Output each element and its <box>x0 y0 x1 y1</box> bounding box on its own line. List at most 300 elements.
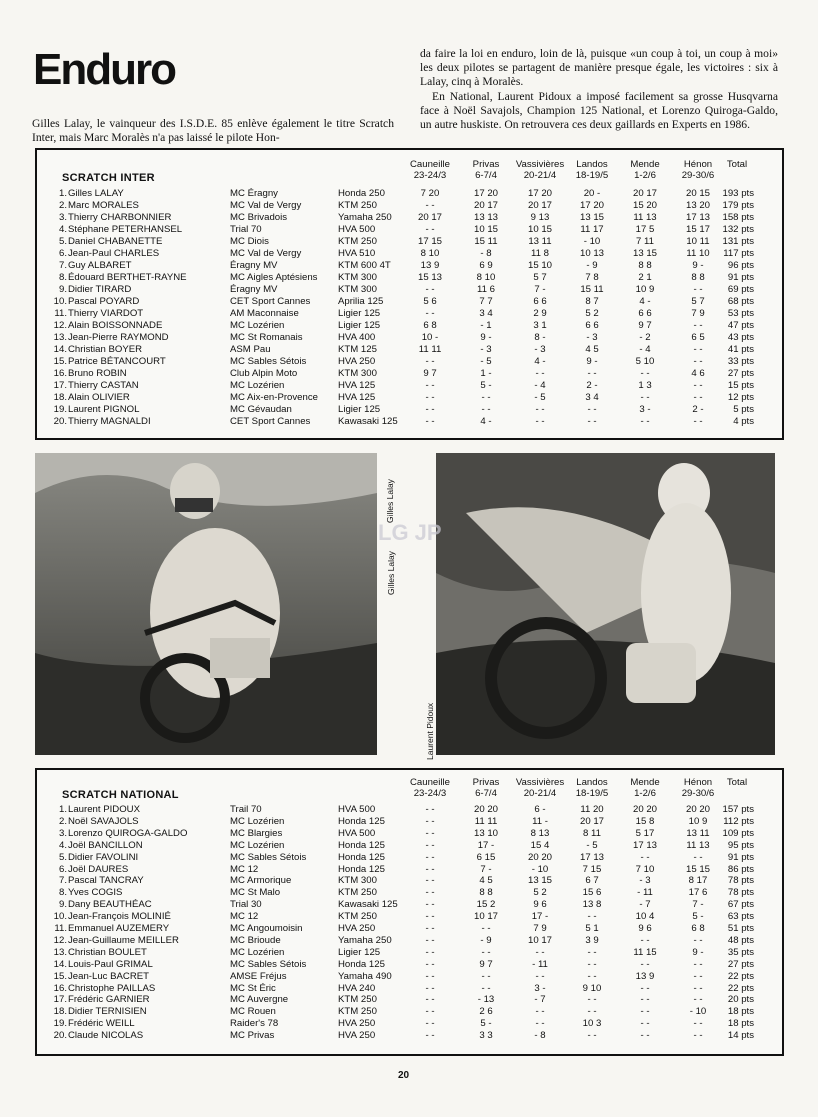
rank: 7. <box>58 260 67 271</box>
rider-name: Thierry MAGNALDI <box>68 416 151 427</box>
round-points: - - <box>425 804 435 815</box>
table-row <box>37 344 782 356</box>
table-row <box>37 923 782 935</box>
rank: 3. <box>58 212 67 223</box>
column-name: Hénon <box>683 777 713 788</box>
photo-right <box>436 453 775 755</box>
rank: 6. <box>58 863 67 875</box>
rank: 5. <box>58 236 67 247</box>
round-points: 9 - <box>692 260 704 271</box>
table-row <box>37 272 782 284</box>
round-points: 4 - <box>639 296 651 307</box>
table-row <box>37 899 782 911</box>
club: MC Aix-en-Provence <box>230 392 318 403</box>
total-points: 158 pts <box>722 212 754 223</box>
round-points: 17 6 <box>688 887 708 899</box>
round-points: - - <box>640 851 650 863</box>
round-points: 20 20 <box>473 804 498 815</box>
round-points: 1 3 <box>638 380 652 391</box>
motorcycle: HVA 250 <box>338 356 376 367</box>
intro-paragraph-left: Gilles Lalay, le vainqueur des I.S.D.E. 85 enlève également le titre Scratch Inter, mais Marc Moralès n'a pas laissé le pilote Hon- <box>32 117 394 144</box>
round-points: - - <box>425 887 435 899</box>
round-points: 3 9 <box>585 934 599 946</box>
motorcycle: KTM 600 4T <box>338 260 391 271</box>
rider-name: Guy ALBARET <box>68 260 132 271</box>
table-row <box>37 284 782 296</box>
club: MC Lozérien <box>230 815 285 827</box>
round-points: - - <box>481 923 491 934</box>
column-date: 20-21/4 <box>523 788 557 799</box>
table-row <box>37 404 782 416</box>
round-points: 5 7 <box>533 272 547 283</box>
round-points: - - <box>693 958 703 970</box>
club: CET Sport Cannes <box>230 416 311 427</box>
photo-credit-right: Laurent Pidoux <box>425 702 435 760</box>
rank: 5. <box>58 851 67 863</box>
round-points: 11 6 <box>477 284 495 295</box>
motorcycle: Ligier 125 <box>338 404 381 415</box>
table-heading: SCRATCH NATIONAL <box>62 789 179 801</box>
round-points: 7 9 <box>691 308 705 319</box>
club: Raider's 78 <box>230 1018 279 1030</box>
motorcycle: Aprilia 125 <box>338 296 384 307</box>
round-points: - - <box>425 308 435 319</box>
round-points: - - <box>425 934 435 946</box>
round-points: 17 20 <box>579 200 604 211</box>
round-points: 10 17 <box>527 934 552 946</box>
rank: 16. <box>53 368 67 379</box>
round-points: 13 15 <box>632 248 657 259</box>
rank: 19. <box>53 404 67 415</box>
round-points: - - <box>535 946 545 958</box>
motorcycle: HVA 510 <box>338 248 376 259</box>
round-points: - 3 <box>534 344 546 355</box>
round-points: - - <box>693 1018 703 1030</box>
table-row <box>37 994 782 1006</box>
round-points: 10 4 <box>635 911 655 923</box>
round-points: 15 13 <box>417 272 442 283</box>
round-points: 10 9 <box>688 815 708 827</box>
table-heading: SCRATCH INTER <box>62 172 155 184</box>
rank: 15. <box>53 356 67 367</box>
column-header <box>399 159 461 181</box>
rider-name: Laurent PIDOUX <box>68 804 140 815</box>
round-points: 8 8 <box>638 260 652 271</box>
round-points: - 10 <box>583 236 601 247</box>
rank: 16. <box>53 982 67 994</box>
club: MC Armorique <box>230 875 292 887</box>
round-points: - - <box>425 863 435 875</box>
round-points: 10 15 <box>473 224 498 235</box>
round-points: - - <box>693 380 703 391</box>
round-points: 15 6 <box>582 887 602 899</box>
round-points: 5 - <box>480 1018 492 1030</box>
round-points: - 8 <box>534 1030 546 1042</box>
column-date: 29-30/6 <box>681 170 715 181</box>
round-points: - 9 <box>586 260 598 271</box>
round-points: 4 5 <box>479 875 493 887</box>
round-points: 6 6 <box>585 320 599 331</box>
intro-paragraph-part: da faire la loi en enduro, loin de là, puisque «un coup à toi, un coup à moi» les deux pilotes se partagent de manière presque égale, les victoires : six à Lalay, cinq à Moralès. <box>420 47 778 89</box>
round-points: - 9 <box>480 934 492 946</box>
rank: 11. <box>54 923 67 934</box>
round-points: 8 7 <box>585 296 599 307</box>
round-points: - 11 <box>637 887 653 899</box>
table-row <box>37 864 782 876</box>
round-points: 17 20 <box>527 188 552 199</box>
round-points: 15 10 <box>527 260 552 271</box>
table-row <box>37 320 782 332</box>
round-points: - 1 <box>480 320 492 331</box>
total-points: 22 pts <box>727 970 754 982</box>
total-points: 67 pts <box>727 899 754 911</box>
round-points: 7 - <box>692 899 704 911</box>
round-points: - - <box>535 970 545 982</box>
rider-name: Alain BOISSONNADE <box>68 320 163 331</box>
table-row <box>37 840 782 852</box>
column-name: Privas <box>472 159 500 170</box>
rider-name: Yves COGIS <box>68 887 123 899</box>
round-points: - - <box>587 958 597 970</box>
round-points: 5 - <box>692 911 704 923</box>
round-points: - - <box>425 875 435 887</box>
round-points: 6 6 <box>638 308 652 319</box>
club: MC Diois <box>230 236 269 247</box>
column-header <box>399 777 461 799</box>
watermark-logo: LG JP <box>378 520 442 545</box>
round-points: 9 - <box>480 332 492 343</box>
round-points: 6 8 <box>423 320 437 331</box>
column-name: Cauneille <box>409 777 450 788</box>
club: MC Privas <box>230 1030 275 1042</box>
round-points: - - <box>693 320 703 331</box>
motorcycle: Kawasaki 125 <box>338 416 398 427</box>
rider-name: Jean-François MOLINIÉ <box>68 911 171 923</box>
total-points: 41 pts <box>727 344 754 355</box>
round-points: - 11 <box>532 958 548 970</box>
total-points: 112 pts <box>723 815 754 827</box>
round-points: 6 9 <box>479 260 493 271</box>
total-points: 12 pts <box>727 392 754 403</box>
round-points: - - <box>425 380 435 391</box>
round-points: - - <box>587 946 597 958</box>
round-points: 10 17 <box>473 911 498 923</box>
rider-name: Didier TERNISIEN <box>68 1006 147 1018</box>
round-points: 17 20 <box>473 188 498 199</box>
round-points: 11 - <box>532 815 548 827</box>
motorcycle: HVA 500 <box>338 827 376 839</box>
rank: 18. <box>53 392 67 403</box>
round-points: 15 11 <box>474 236 498 247</box>
club: CET Sport Cannes <box>230 296 311 307</box>
round-points: - - <box>693 356 703 367</box>
round-points: - - <box>425 946 435 958</box>
motorcycle: HVA 125 <box>338 392 376 403</box>
motorcycle: Ligier 125 <box>338 320 381 331</box>
round-points: 7 11 <box>636 236 654 247</box>
round-points: - 10 <box>531 863 549 875</box>
rider-name: Marc MORALES <box>68 200 139 211</box>
round-points: 7 10 <box>635 863 655 875</box>
round-points: 10 15 <box>527 224 552 235</box>
rider-name: Dany BEAUTHÉAC <box>68 899 152 911</box>
round-points: - - <box>425 284 435 295</box>
column-date: 1-2/6 <box>634 170 656 181</box>
table-row <box>37 1018 782 1030</box>
motorcycle: HVA 240 <box>338 982 376 994</box>
round-points: 4 - <box>534 356 546 367</box>
round-points: 2 - <box>692 404 704 415</box>
round-points: 20 17 <box>579 815 604 827</box>
club: Trial 70 <box>230 224 262 235</box>
round-points: - - <box>640 1030 650 1042</box>
motorcycle: Honda 125 <box>338 863 385 875</box>
rider-name: Édouard BERTHET-RAYNE <box>68 272 187 283</box>
motorcycle: KTM 250 <box>338 236 377 247</box>
round-points: 6 15 <box>476 851 496 863</box>
round-points: - - <box>693 970 703 982</box>
round-points: - - <box>425 970 435 982</box>
table-row <box>37 828 782 840</box>
round-points: 8 8 <box>479 887 493 899</box>
round-points: 15 17 <box>685 224 710 235</box>
rank: 14. <box>53 958 67 970</box>
round-points: 4 6 <box>691 368 705 379</box>
table-row <box>37 356 782 368</box>
round-points: 8 11 <box>583 827 601 839</box>
total-points: 35 pts <box>727 946 754 958</box>
club: MC Gévaudan <box>230 404 292 415</box>
rider-name: Thierry VIARDOT <box>68 308 144 319</box>
rank: 15. <box>53 970 67 982</box>
rider-name: Frédéric GARNIER <box>68 994 150 1006</box>
rider-name: Jean-Pierre RAYMOND <box>68 332 169 343</box>
round-points: - 7 <box>639 899 651 911</box>
round-points: 11 20 <box>580 804 604 815</box>
table-row <box>37 248 782 260</box>
table-row <box>37 416 782 428</box>
page-number: 20 <box>398 1070 410 1081</box>
total-points: 69 pts <box>727 284 754 295</box>
round-points: 8 - <box>534 332 546 343</box>
table-row <box>37 1006 782 1018</box>
round-points: - 7 <box>534 994 546 1006</box>
motorcycle: Honda 125 <box>338 851 385 863</box>
motorcycle: KTM 250 <box>338 911 377 923</box>
column-name: Vassivières <box>515 159 565 170</box>
rider-name: Didier FAVOLINI <box>68 851 139 863</box>
table-row <box>37 875 782 887</box>
rider-name: Bruno ROBIN <box>68 368 127 379</box>
rider-name: Claude NICOLAS <box>68 1030 144 1042</box>
motorcycle: KTM 250 <box>338 1006 377 1018</box>
table-row <box>37 224 782 236</box>
round-points: 3 3 <box>479 1030 493 1042</box>
round-points: 5 7 <box>691 296 705 307</box>
round-points: 8 13 <box>530 827 550 839</box>
round-points: - - <box>693 994 703 1006</box>
round-points: 8 8 <box>691 272 705 283</box>
rider-name: Christophe PAILLAS <box>68 982 156 994</box>
column-name: Mende <box>630 159 660 170</box>
club: MC Brioude <box>230 934 281 946</box>
total-points: 117 pts <box>723 248 754 259</box>
club: MC Lozérien <box>230 380 285 391</box>
round-points: 11 13 <box>633 212 657 223</box>
round-points: - - <box>425 416 435 427</box>
table-row <box>37 308 782 320</box>
round-points: 7 15 <box>582 863 602 875</box>
round-points: 2 - <box>586 380 598 391</box>
motorcycle: KTM 300 <box>338 272 377 283</box>
round-points: 17 - <box>531 911 549 923</box>
column-name: Vassivières <box>515 777 565 788</box>
round-points: 11 15 <box>633 946 657 958</box>
total-points: 33 pts <box>727 356 754 367</box>
rank: 13. <box>53 946 67 958</box>
photo-credit: Gilles Lalay <box>385 479 395 523</box>
rider-name: Stéphane PETERHANSEL <box>68 224 183 235</box>
total-points: 179 pts <box>722 200 754 211</box>
motorcycle: Honda 125 <box>338 815 385 827</box>
rider-name: Thierry CHARBONNIER <box>68 212 172 223</box>
motorcycle: KTM 125 <box>338 344 377 355</box>
column-name: Landos <box>576 159 608 170</box>
round-points: 2 1 <box>638 272 652 283</box>
round-points: - 5 <box>534 392 546 403</box>
total-points: 96 pts <box>727 260 754 271</box>
round-points: 13 9 <box>420 260 440 271</box>
round-points: - - <box>481 404 491 415</box>
rider-name: Jean-Guillaume MEILLER <box>68 934 179 946</box>
round-points: - - <box>425 851 435 863</box>
column-date: 29-30/6 <box>681 788 715 799</box>
round-points: 9 - <box>692 946 704 958</box>
table-row <box>37 852 782 864</box>
round-points: 10 3 <box>582 1018 602 1030</box>
round-points: - - <box>640 416 650 427</box>
round-points: 13 20 <box>685 200 710 211</box>
round-points: 9 6 <box>533 899 547 911</box>
round-points: - - <box>481 970 491 982</box>
round-points: 11 8 <box>531 248 549 259</box>
rank: 12. <box>53 934 67 946</box>
column-date: 6-7/4 <box>475 788 497 799</box>
motorcycle: HVA 125 <box>338 380 376 391</box>
round-points: - 5 <box>480 356 492 367</box>
round-points: 13 9 <box>635 970 655 982</box>
round-points: - - <box>425 356 435 367</box>
total-points: 18 pts <box>727 1006 754 1018</box>
round-points: 17 13 <box>632 839 657 851</box>
round-points: 15 4 <box>530 839 550 851</box>
round-points: - 4 <box>534 380 546 391</box>
motorcycle: Yamaha 250 <box>338 934 392 946</box>
rider-name: Joël BANCILLON <box>68 839 143 851</box>
round-points: 8 10 <box>476 272 496 283</box>
table-row <box>37 296 782 308</box>
round-points: - - <box>535 1018 545 1030</box>
total-points: 51 pts <box>727 923 754 934</box>
round-points: - - <box>587 416 597 427</box>
club: MC Éragny <box>230 188 278 199</box>
rank: 9. <box>58 899 67 911</box>
round-points: 10 11 <box>686 236 710 247</box>
table-row <box>37 983 782 995</box>
round-points: 13 8 <box>582 899 602 911</box>
motorcycle: HVA 250 <box>338 1030 376 1042</box>
motorcycle: Kawasaki 125 <box>338 899 398 911</box>
round-points: 5 1 <box>585 923 599 934</box>
round-points: 3 4 <box>479 308 493 319</box>
round-points: - - <box>693 392 703 403</box>
round-points: 7 - <box>480 863 492 875</box>
round-points: 15 2 <box>476 899 496 911</box>
total-points: 14 pts <box>727 1030 754 1042</box>
total-points: 5 pts <box>733 404 754 415</box>
column-date: 23-24/3 <box>413 788 447 799</box>
rank: 9. <box>58 284 67 295</box>
round-points: 7 - <box>534 284 546 295</box>
total-points: 43 pts <box>727 332 754 343</box>
rank: 20. <box>53 1030 67 1042</box>
club: AM Maconnaise <box>230 308 299 319</box>
total-points: 91 pts <box>727 851 754 863</box>
column-header <box>455 159 517 181</box>
club: MC Val de Vergy <box>230 200 302 211</box>
round-points: 11 10 <box>686 248 710 259</box>
enduro-rider-photo-icon <box>35 453 377 755</box>
rank: 13. <box>53 332 67 343</box>
round-points: 20 17 <box>527 200 552 211</box>
rider-name: Emmanuel AUZEMERY <box>68 923 170 934</box>
round-points: 17 13 <box>685 212 710 223</box>
round-points: - - <box>425 404 435 415</box>
column-header <box>455 777 517 799</box>
round-points: 7 9 <box>533 923 547 934</box>
club: MC 12 <box>230 863 259 875</box>
round-points: 11 17 <box>580 224 604 235</box>
photo-credit-left: Gilles Lalay <box>386 551 396 595</box>
round-points: 6 - <box>534 804 546 815</box>
table-row <box>37 959 782 971</box>
club: MC Blargies <box>230 827 283 839</box>
table-row <box>37 236 782 248</box>
round-points: - - <box>535 1006 545 1018</box>
round-points: - - <box>425 815 435 827</box>
round-points: 20 20 <box>527 851 552 863</box>
round-points: - - <box>535 404 545 415</box>
rank: 17. <box>53 994 67 1006</box>
total-points: 20 pts <box>727 994 754 1006</box>
club: MC St Malo <box>230 887 281 899</box>
round-points: 4 5 <box>585 344 599 355</box>
round-points: 13 13 <box>473 212 498 223</box>
club: MC 12 <box>230 911 259 923</box>
table-row <box>37 380 782 392</box>
round-points: - - <box>425 911 435 923</box>
round-points: - 8 <box>480 248 492 259</box>
scratch-national-table <box>35 768 784 1056</box>
motorcycle: Honda 250 <box>338 188 385 199</box>
rider-name: Christian BOULET <box>68 946 147 958</box>
round-points: 3 4 <box>585 392 599 403</box>
total-points: 91 pts <box>727 272 754 283</box>
club: MC Sables Sétois <box>230 356 307 367</box>
round-points: 6 6 <box>533 296 547 307</box>
round-points: - - <box>425 982 435 994</box>
round-points: - - <box>425 923 435 934</box>
